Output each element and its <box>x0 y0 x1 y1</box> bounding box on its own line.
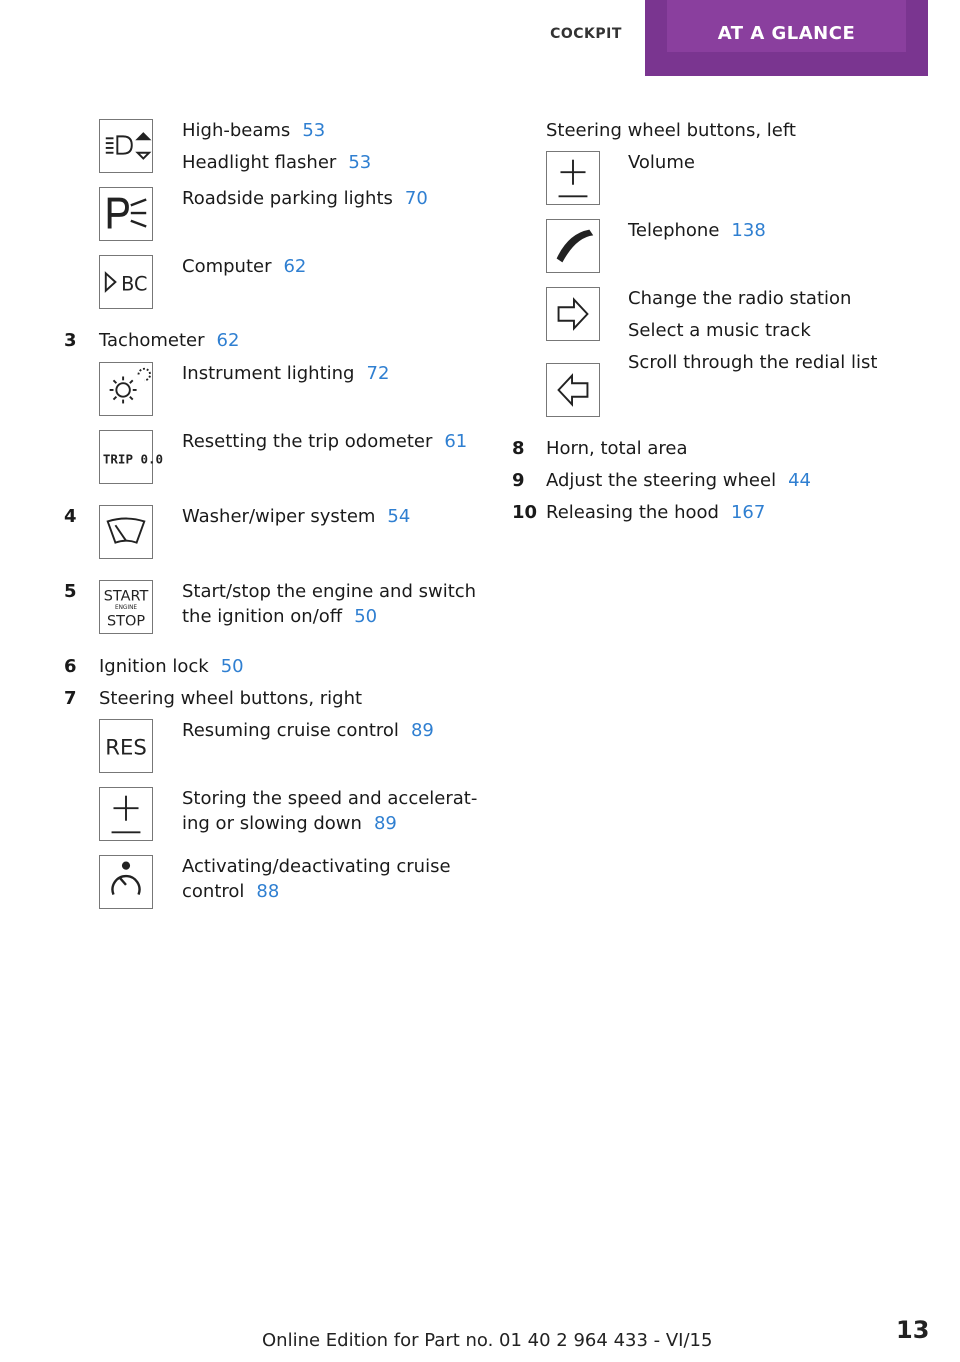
release-hood-page-link[interactable]: 167 <box>730 502 766 523</box>
steering-right-heading: Steering wheel buttons, right <box>99 688 363 709</box>
svg-text:STOP: STOP <box>106 613 146 630</box>
activate-cruise-line1: Activating/deactivating cruise <box>182 856 451 877</box>
tachometer-text: Tachometer 62 <box>99 330 240 351</box>
plus-icon <box>99 787 153 841</box>
resume-cruise-text: Resuming cruise control 89 <box>182 720 434 741</box>
computer-icon <box>99 255 153 309</box>
store-speed-line1: Storing the speed and accelerat- <box>182 788 478 809</box>
footer-edition: Online Edition for Part no. 01 40 2 964 433 - VI/15 <box>262 1330 713 1351</box>
store-speed-page-link[interactable]: 89 <box>373 813 397 834</box>
arrow-left-icon <box>546 363 600 417</box>
release-hood-text: Releasing the hood 167 <box>546 502 766 523</box>
item-number: 7 <box>64 688 77 709</box>
chapter-tab[interactable] <box>645 0 928 76</box>
instrument-lighting-text: Instrument lighting 72 <box>182 363 390 384</box>
start-stop-page-link[interactable]: 50 <box>354 606 378 627</box>
telephone-icon <box>546 219 600 273</box>
svg-text:TRIP 0.0: TRIP 0.0 <box>102 451 164 467</box>
arrow-right-icon <box>546 287 600 341</box>
telephone-text: Telephone 138 <box>628 220 766 241</box>
computer-page-link[interactable]: 62 <box>283 256 307 277</box>
roadside-parking-text: Roadside parking lights 70 <box>182 188 428 209</box>
svg-text:BC: BC <box>121 272 148 296</box>
activate-cruise-page-link[interactable]: 88 <box>256 881 280 902</box>
volume-text: Volume <box>628 152 695 173</box>
headlight-flasher-page-link[interactable]: 53 <box>348 152 372 173</box>
telephone-page-link[interactable]: 138 <box>731 220 766 241</box>
item-number: 5 <box>64 581 77 602</box>
change-station-text: Change the radio station <box>628 288 852 309</box>
scroll-redial-text: Scroll through the redial list <box>628 352 878 373</box>
trip-odometer-icon <box>99 430 164 484</box>
ignition-lock-text: Ignition lock 50 <box>99 656 244 677</box>
parking-light-icon <box>99 187 153 241</box>
section-title: COCKPIT <box>550 26 622 42</box>
high-beams-icon <box>99 119 153 173</box>
wiper-text: Washer/wiper system 54 <box>182 506 411 527</box>
computer-text: Computer 62 <box>182 256 307 277</box>
store-speed-line2: ing or slowing down 89 <box>182 813 397 834</box>
ignition-lock-page-link[interactable]: 50 <box>220 656 244 677</box>
trip-reset-page-link[interactable]: 61 <box>444 431 468 452</box>
item-number: 6 <box>64 656 77 677</box>
resume-cruise-page-link[interactable]: 89 <box>410 720 434 741</box>
chapter-tab-label: AT A GLANCE <box>667 0 906 52</box>
wiper-page-link[interactable]: 54 <box>387 506 411 527</box>
resume-icon <box>99 719 153 773</box>
cruise-control-icon <box>99 855 153 909</box>
item-number: 4 <box>64 506 77 527</box>
steering-left-heading: Steering wheel buttons, left <box>546 120 796 141</box>
start-stop-text-line2: the ignition on/off 50 <box>182 606 378 627</box>
instrument-lighting-icon <box>99 362 153 416</box>
headlight-flasher-text: Headlight flasher 53 <box>182 152 372 173</box>
svg-text:ENGINE: ENGINE <box>114 604 138 611</box>
item-number: 8 <box>512 438 525 459</box>
item-number: 10 <box>512 502 538 523</box>
page-number: 13 <box>896 1316 930 1344</box>
adjust-steering-page-link[interactable]: 44 <box>788 470 811 491</box>
trip-reset-text: Resetting the trip odometer 61 <box>182 431 468 452</box>
volume-plus-icon <box>546 151 600 205</box>
adjust-steering-text: Adjust the steering wheel 44 <box>546 470 811 491</box>
svg-text:START: START <box>103 588 149 605</box>
select-track-text: Select a music track <box>628 320 811 341</box>
start-stop-text-line1: Start/stop the engine and switch <box>182 581 477 602</box>
item-number: 9 <box>512 470 525 491</box>
activate-cruise-line2: control 88 <box>182 881 280 902</box>
high-beams-page-link[interactable]: 53 <box>302 120 326 141</box>
svg-text:RES: RES <box>105 734 147 760</box>
tachometer-page-link[interactable]: 62 <box>216 330 240 351</box>
start-stop-icon <box>99 580 153 634</box>
wiper-icon <box>99 505 153 559</box>
roadside-parking-page-link[interactable]: 70 <box>404 188 428 209</box>
item-number: 3 <box>64 330 77 351</box>
instrument-lighting-page-link[interactable]: 72 <box>366 363 390 384</box>
horn-text: Horn, total area <box>546 438 688 459</box>
high-beams-text: High-beams 53 <box>182 120 326 141</box>
